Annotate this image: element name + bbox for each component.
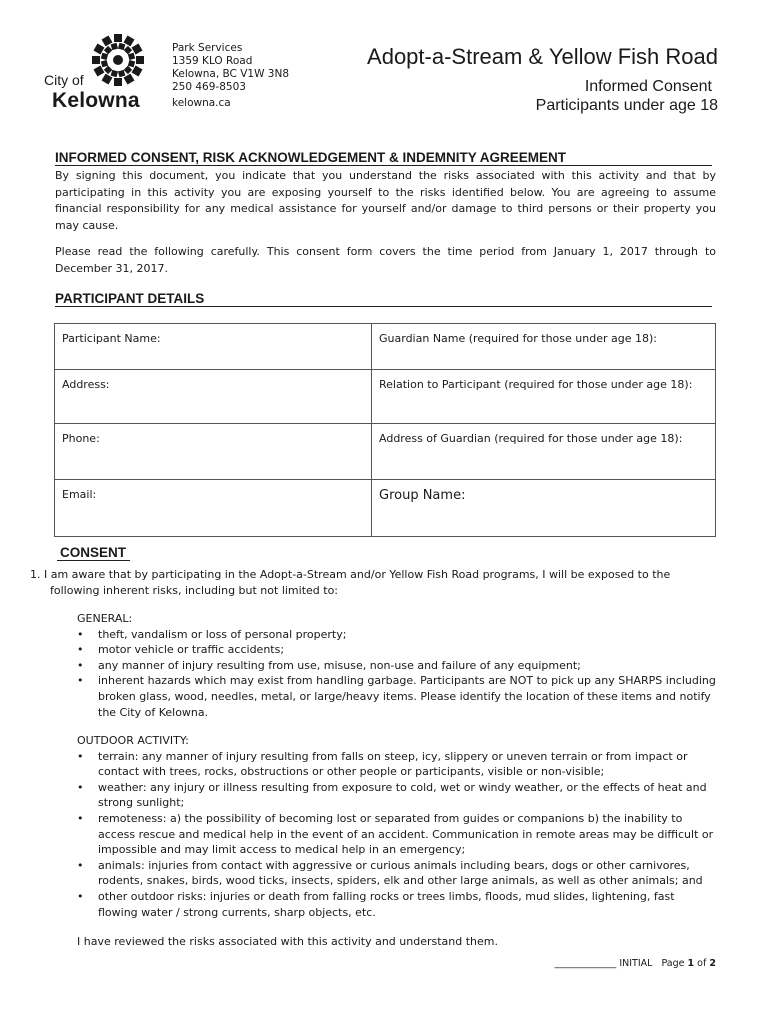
email-field[interactable]	[55, 480, 372, 537]
document-subtitle-age: Participants under age 18	[535, 97, 718, 114]
guardian-address-field[interactable]	[372, 424, 716, 480]
participant-details-table	[54, 323, 716, 537]
address-line: kelowna.ca	[172, 97, 231, 109]
list-item: • any manner of injury resulting from use, misuse, non-use and failure of any equipment;	[77, 658, 581, 672]
bullet-icon: •	[77, 749, 84, 763]
consent-item-1-text: 1. I am aware that by participating in the Adopt-a-Stream and/or Yellow Fish Road programs, I will be exposed to the following inherent risks, including but not limited to:	[30, 568, 671, 597]
bullet-icon: •	[77, 658, 84, 672]
page-label: Page	[661, 958, 685, 969]
list-item: • animals: injuries from contact with aggressive or curious animals including bears, dogs or other carnivores, rodents, snakes, birds, wood ticks, insects, spiders, elk and other large animals, as well as other animals; and	[77, 858, 703, 888]
address-block	[172, 42, 289, 110]
participant-name-field[interactable]	[55, 324, 372, 370]
logo-city-of: City of	[44, 72, 84, 88]
group-name-label: Group Name:	[379, 488, 466, 503]
document-subtitle-consent: Informed Consent	[584, 78, 712, 95]
city-logo	[42, 32, 154, 114]
logo-rosette-icon	[92, 32, 144, 92]
initial-label: INITIAL	[619, 958, 653, 969]
phone-field[interactable]	[55, 424, 372, 480]
address-field[interactable]	[55, 370, 372, 424]
list-item: • weather: any injury or illness resulting from exposure to cold, wet or windy weather, or the effects of heat and strong sunlight;	[77, 780, 707, 810]
outdoor-risks	[77, 733, 717, 920]
address-line: 250 469-8503	[172, 81, 246, 93]
bullet-icon: •	[77, 674, 84, 688]
bullet-icon: •	[77, 811, 84, 825]
bullet-icon: •	[77, 643, 84, 657]
general-risks	[77, 611, 717, 720]
address-line: Kelowna, BC V1W 3N8	[172, 68, 290, 80]
section-heading-consent: CONSENT	[57, 545, 130, 561]
bullet-icon: •	[77, 858, 84, 872]
page-total: 2	[709, 958, 716, 969]
phone-label: Phone:	[62, 432, 100, 445]
consent-item-1	[30, 567, 718, 598]
bullet-icon: •	[77, 889, 84, 903]
page-number: 1	[687, 958, 695, 969]
address-line: Park Services	[172, 42, 243, 54]
list-item: • theft, vandalism or loss of personal property;	[77, 627, 347, 641]
initial-blank[interactable]: _____________	[554, 958, 617, 969]
page-of: of	[697, 958, 707, 969]
list-item: • inherent hazards which may exist from handling garbage. Participants are NOT to pick up any SHARPS including broken glass, wood, needles, metal, or large/heavy items. Please identify the location of these items and notify the City of Kelowna.	[77, 674, 716, 719]
outdoor-risk-list	[77, 749, 717, 921]
list-item: • other outdoor risks: injuries or death from falling rocks or trees limbs, floods, mud slides, lightening, fast flowing water / strong currents, sharp objects, etc.	[77, 889, 675, 919]
logo-kelowna: Kelowna	[52, 89, 140, 112]
bullet-icon: •	[77, 780, 84, 794]
guardian-name-label: Guardian Name (required for those under age 18):	[379, 332, 657, 345]
time-period-paragraph: Please read the following carefully. This consent form covers the time period from January 1, 2017 through to December 31, 2017.	[55, 245, 716, 275]
guardian-address-label: Address of Guardian (required for those under age 18):	[379, 432, 683, 445]
outdoor-label: OUTDOOR ACTIVITY:	[77, 734, 189, 747]
guardian-name-field[interactable]	[372, 324, 716, 370]
general-label: GENERAL:	[77, 612, 133, 625]
list-item: • terrain: any manner of injury resulting from falls on steep, icy, slippery or uneven terrain or from impact or contact with trees, rocks, obstructions or other people or participants, visible or non-visible;	[77, 749, 688, 779]
bullet-icon: •	[77, 627, 84, 641]
address-line: 1359 KLO Road	[172, 55, 253, 67]
participant-name-label: Participant Name:	[62, 332, 161, 345]
section-heading-informed-consent: INFORMED CONSENT, RISK ACKNOWLEDGEMENT & INDEMNITY AGREEMENT	[55, 150, 712, 166]
relation-field[interactable]	[372, 370, 716, 424]
section-heading-participant: PARTICIPANT DETAILS	[55, 291, 712, 307]
general-risk-list	[77, 627, 717, 721]
intro-paragraph: By signing this document, you indicate that you understand the risks associated with this activity and that by participating in this activity you are exposing yourself to the risks identified below. You are agreeing to assume financial responsibility for any medical assistance for yourself and/or damage to third persons or their property you may cause.	[55, 169, 716, 232]
relation-label: Relation to Participant (required for those under age 18):	[379, 378, 693, 391]
reviewed-statement: I have reviewed the risks associated with this activity and understand them.	[77, 935, 498, 948]
email-label: Email:	[62, 488, 97, 501]
address-label: Address:	[62, 378, 110, 391]
group-name-field[interactable]	[372, 480, 716, 537]
document-title: Adopt-a-Stream & Yellow Fish Road	[367, 44, 718, 69]
list-item: • remoteness: a) the possibility of becoming lost or separated from guides or companions b) the inability to access rescue and medical help in the event of an accident. Communication in remote areas may be difficult or impossible and may limit access to medical help in an emergency;	[77, 811, 714, 857]
page-footer	[555, 958, 716, 969]
list-item: • motor vehicle or traffic accidents;	[77, 643, 285, 657]
